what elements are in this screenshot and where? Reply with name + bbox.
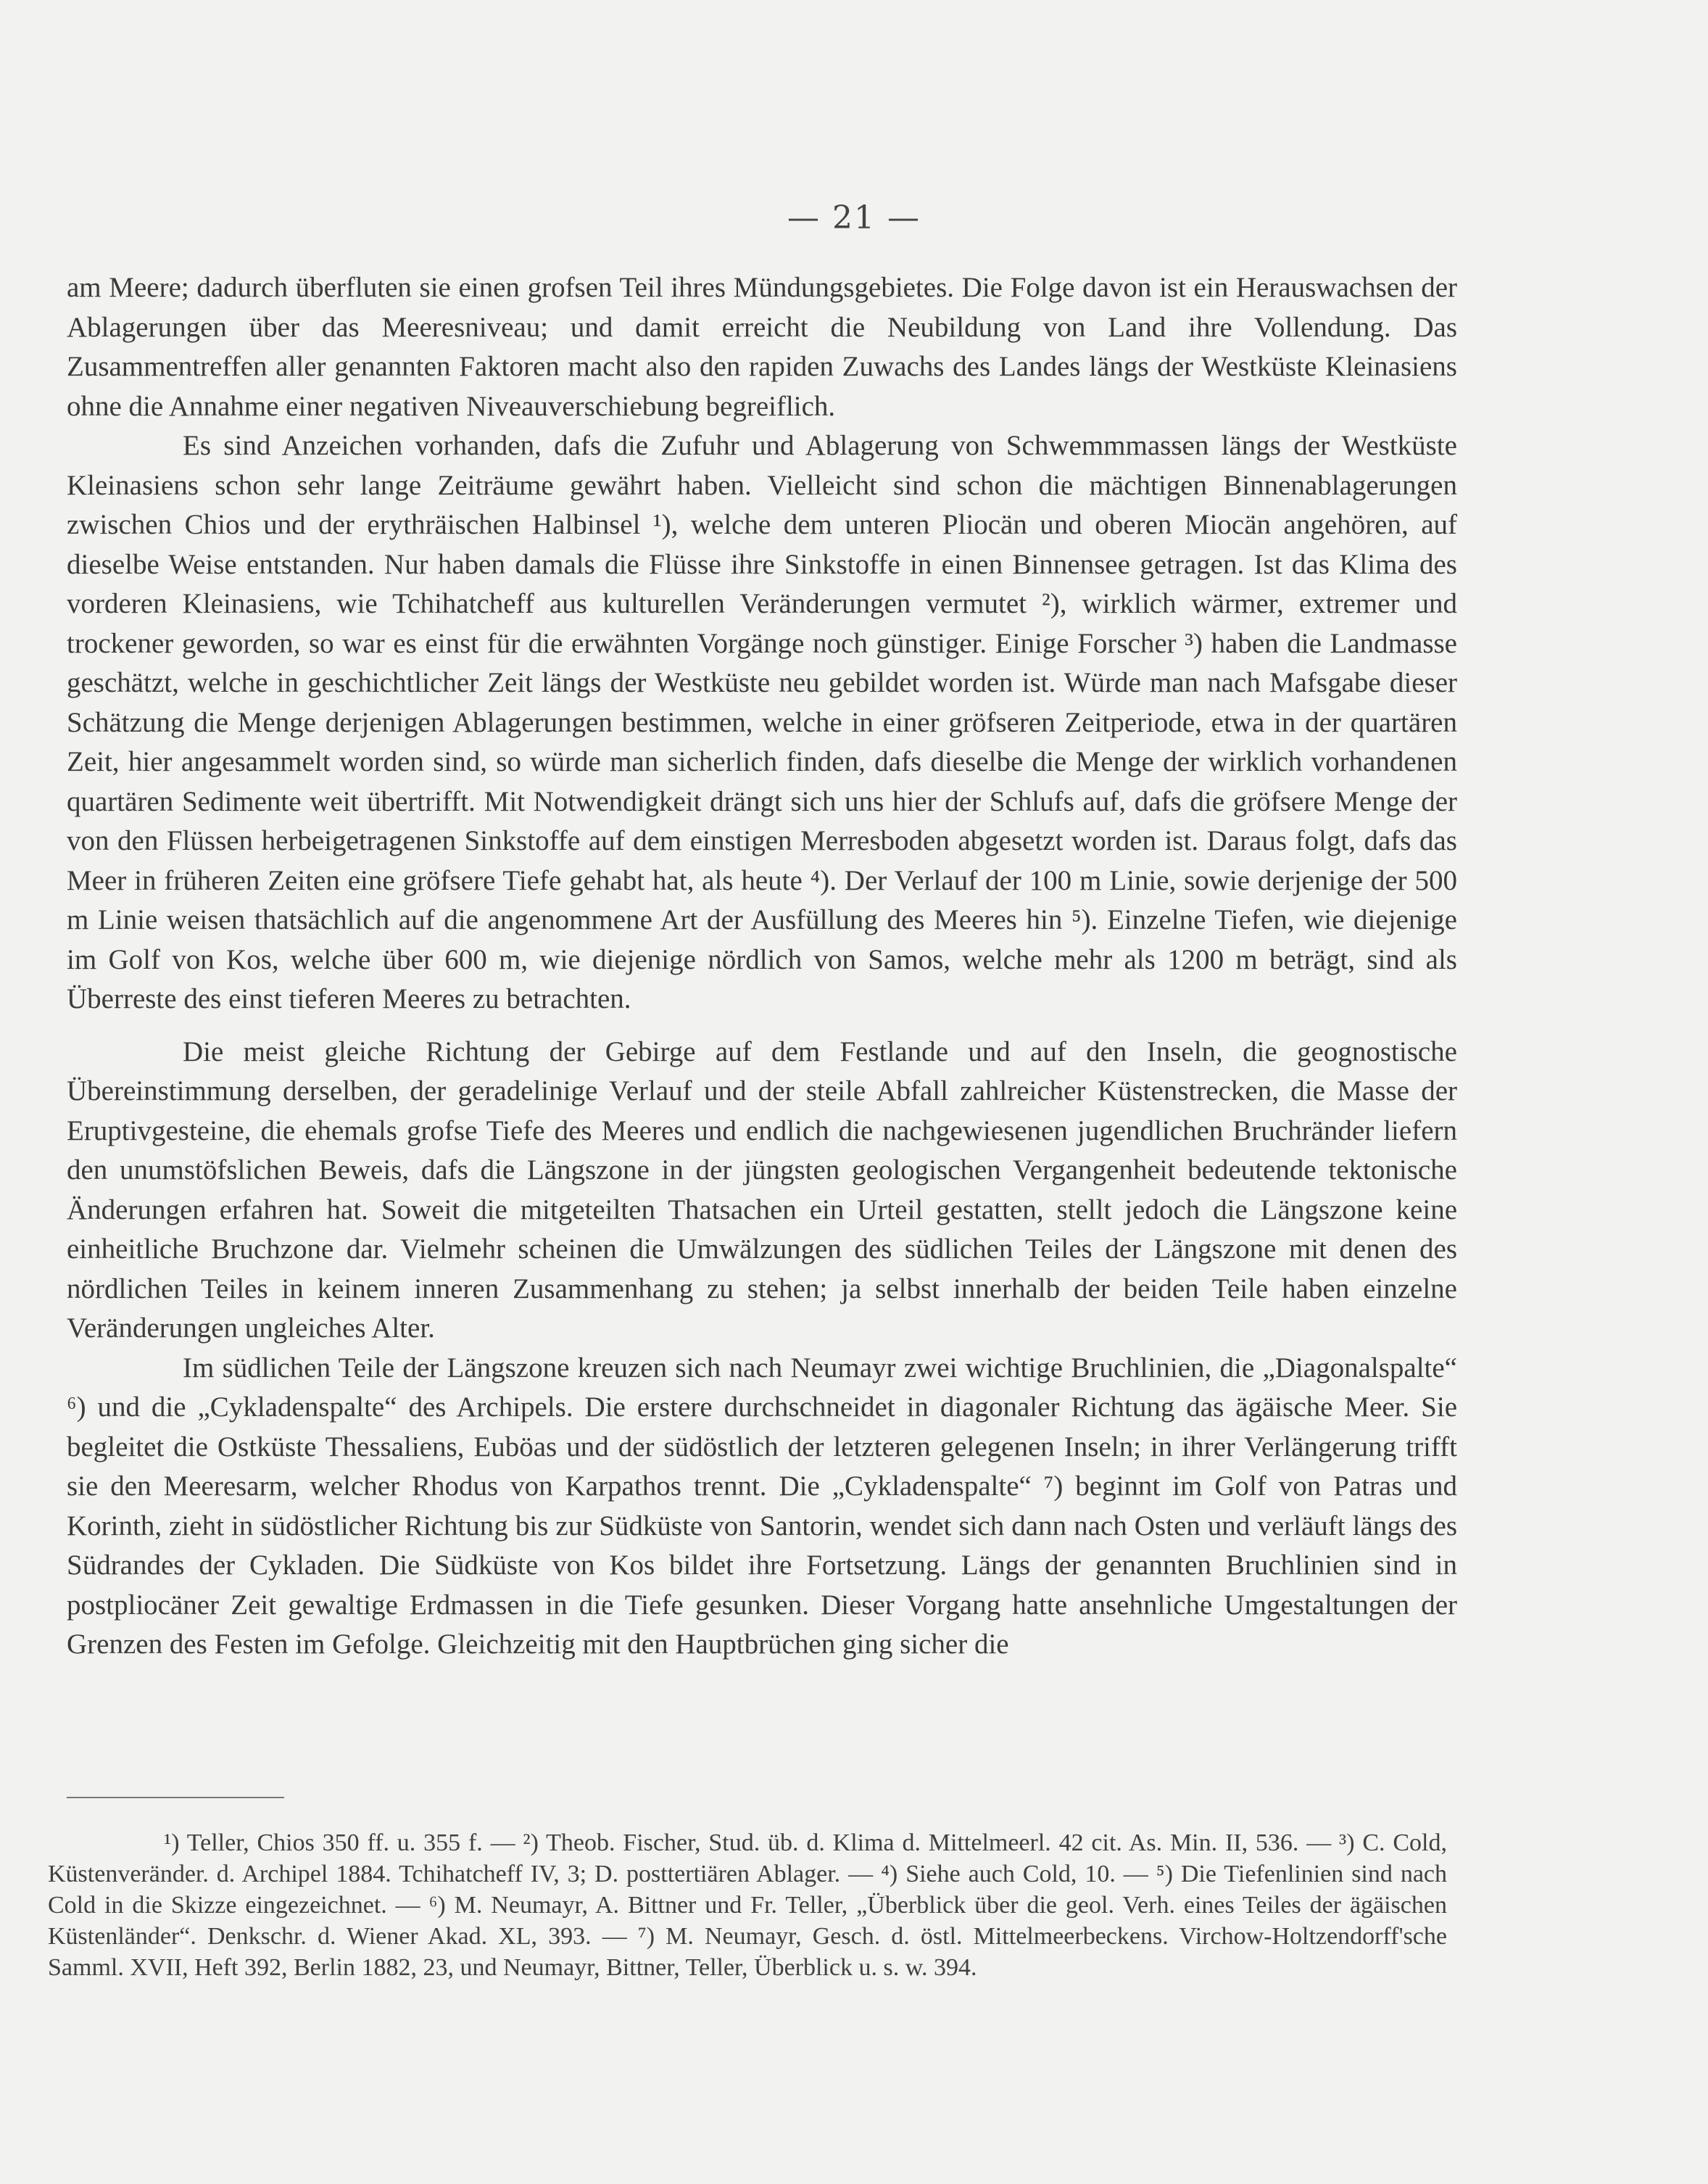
body-text [67,268,1457,1665]
paragraph-schwemmmassen: Es sind Anzeichen vorhanden, dafs die Zufuhr und Ablagerung von Schwemmmassen längs der Westküste Kleinasiens schon sehr lange Zeiträume gewährt haben. Vielleicht sind schon die mächtigen Binnenablagerungen zwischen Chios und der erythräischen Halbinsel ¹), welche dem unteren Pliocän und oberen Miocän angehören, auf dieselbe Weise entstanden. Nur haben damals die Flüsse ihre Sinkstoffe in einen Binnensee getragen. Ist das Klima des vorderen Kleinasiens, wie Tchihatcheff aus kulturellen Veränderungen vermutet ²), wirklich wärmer, extremer und trockener geworden, so war es einst für die erwähnten Vorgänge noch günstiger. Einige Forscher ³) haben die Landmasse geschätzt, welche in geschichtlicher Zeit längs der Westküste neu gebildet worden ist. Würde man nach Mafsgabe dieser Schätzung die Menge derjenigen Ablagerungen bestimmen, welche in einer gröfseren Zeitperiode, etwa in der quartären Zeit, hier angesammelt worden sind, so würde man sicherlich finden, dafs dieselbe die Menge der wirklich vorhandenen quartären Sedimente weit übertrifft. Mit Notwendigkeit drängt sich uns hier der Schlufs auf, dafs die gröfsere Menge der von den Flüssen herbeigetragenen Sinkstoffe auf dem einstigen Merresboden abgesetzt worden ist. Daraus folgt, dafs das Meer in früheren Zeiten eine gröfsere Tiefe gehabt hat, als heute ⁴). Der Verlauf der 100 m Linie, sowie derjenige der 500 m Linie weisen thatsächlich auf die angenommene Art der Ausfüllung des Meeres hin ⁵). Einzelne Tiefen, wie diejenige im Golf von Kos, welche über 600 m, wie diejenige nördlich von Samos, welche mehr als 1200 m beträgt, sind als Überreste des einst tieferen Meeres zu betrachten. [67,430,1457,1014]
paragraph-laengszone: Die meist gleiche Richtung der Gebirge auf dem Festlande und auf den Inseln, die geognostische Übereinstimmung derselben, der geradelinige Verlauf und der steile Abfall zahlreicher Küstenstrecken, die Masse der Eruptivgesteine, die ehemals grofse Tiefe des Meeres und endlich die nachgewiesenen jugendlichen Bruchränder liefern den unumstöfslichen Beweis, dafs die Längszone in der jüngsten geologischen Vergangenheit bedeutende tektonische Änderungen erfahren hat. Soweit die mitgeteilten Thatsachen ein Urteil gestatten, stellt jedoch die Längszone keine einheitliche Bruchzone dar. Vielmehr scheinen die Umwälzungen des südlichen Teiles der Längszone mit denen des nördlichen Teiles in keinem inneren Zusammenhang zu stehen; ja selbst innerhalb der beiden Teile haben einzelne Veränderungen ungleiches Alter. [67,1035,1457,1344]
paragraph-continuation: am Meere; dadurch überfluten sie einen grofsen Teil ihres Mündungsgebietes. Die Folge davon ist ein Herauswachsen der Ablagerungen über das Meeresniveau; und damit erreicht die Neubildung von Land ihre Vollendung. Das Zusammentreffen aller genannten Faktoren macht also den rapiden Zuwachs des Landes längs der Westküste Kleinasiens ohne die Annahme einer negativen Niveauverschiebung begreiflich. [67,272,1457,422]
paragraph-bruchlinien: Im südlichen Teile der Längszone kreuzen sich nach Neumayr zwei wichtige Bruchlinien, die „Diagonalspalte“ ⁶) und die „Cykladenspalte“ des Archipels. Die erstere durchschneidet in diagonaler Richtung das ägäische Meer. Sie begleitet die Ostküste Thessaliens, Euböas und der südöstlich der letzteren gelegenen Inseln; in ihrer Verlängerung trifft sie den Meeresarm, welcher Rhodus von Karpathos trennt. Die „Cykladenspalte“ ⁷) beginnt im Golf von Patras und Korinth, zieht in südöstlicher Richtung bis zur Südküste von Santorin, wendet sich dann nach Osten und verläuft längs des Südrandes der Cykladen. Die Südküste von Kos bildet ihre Fortsetzung. Längs der genannten Bruchlinien sind in postpliocäner Zeit gewaltige Erdmassen in die Tiefe gesunken. Dieser Vorgang hatte ansehnliche Umgestaltungen der Grenzen des Festen im Gefolge. Gleichzeitig mit den Hauptbrüchen ging sicher die [67,1352,1457,1660]
footnote-text: ¹) Teller, Chios 350 ff. u. 355 f. — ²) Theob. Fischer, Stud. üb. d. Klima d. Mittelmeerl. 42 cit. As. Min. II, 536. — ³) C. Cold, Küstenveränder. d. Archipel 1884. Tchihatcheff IV, 3; D. posttertiären Ablager. — ⁴) Siehe auch Cold, 10. — ⁵) Die Tiefenlinien sind nach Cold in die Skizze eingezeichnet. — ⁶) M. Neumayr, A. Bittner und Fr. Teller, „Überblick über die geol. Verh. eines Teiles der ägäischen Küstenländer“. Denkschr. d. Wiener Akad. XL, 393. — ⁷) M. Neumayr, Gesch. d. östl. Mittelmeerbeckens. Virchow-Holtzendorff'sche Samml. XVII, Heft 392, Berlin 1882, 23, und Neumayr, Bittner, Teller, Überblick u. s. w. 394. [48,1829,1447,1981]
page-number: — 21 — [787,199,921,236]
footnotes [48,1827,1447,1983]
footnote-divider [67,1797,284,1798]
